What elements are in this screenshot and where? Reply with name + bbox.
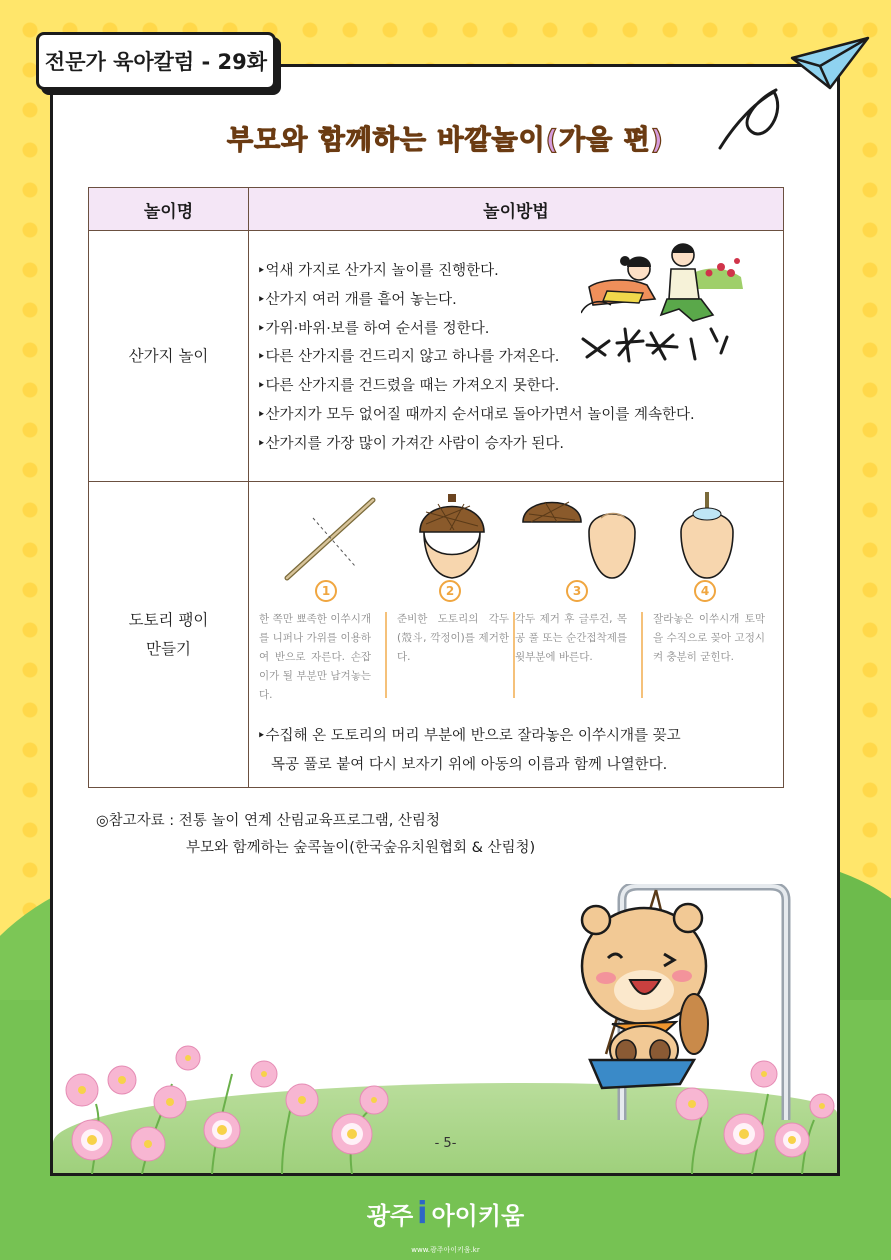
stage-number-2: 2 [439, 580, 461, 602]
header-play-name: 놀이명 [89, 188, 249, 231]
title-part-orange: 부모와 함께하는 [226, 125, 438, 156]
brand-text-name: 아이키움 [431, 1202, 525, 1230]
stage-number-3: 3 [566, 580, 588, 602]
references [96, 808, 535, 862]
page-number: - 5- [434, 1136, 457, 1151]
list-item: ‣억새 가지로 산가지 놀이를 진행한다. [257, 263, 499, 279]
list-item: ‣다른 산가지를 건드렸을 때는 가져오지 못한다. [257, 378, 560, 395]
title-part-purple: 바깥놀이(가을 편) [437, 125, 665, 156]
table-row [89, 231, 784, 482]
acorn-icon [414, 492, 490, 582]
brand-mark: i [417, 1196, 428, 1231]
header-play-method: 놀이방법 [249, 188, 784, 231]
paper-plane-icon [790, 36, 870, 92]
stage-number-1: 1 [315, 580, 337, 602]
toothpick-icon [279, 492, 389, 582]
play-name-sangaji: 산가지 놀이 [89, 231, 249, 482]
list-item: ‣산가지 여러 개를 흩어 놓는다. [257, 291, 457, 308]
acorn-name-line1: 도토리 팽이 [128, 610, 209, 629]
acorn-top-icon [669, 492, 745, 582]
table-row [89, 482, 784, 788]
list-item: ‣산가지가 모두 없어질 때까지 순서대로 돌아가면서 놀이를 계속한다. [257, 406, 695, 423]
column-tag: 전문가 육아칼럼 - 29화 [36, 32, 276, 90]
stage-text-3: 각두 제거 후 글루건, 목공 풀 또는 순간접착제를 윗부분에 바른다. [515, 613, 627, 663]
list-item: ‣다른 산가지를 건드리지 않고 하나를 가져온다. [257, 349, 560, 366]
acorn-note-line1: ‣수집해 온 도토리의 머리 부분에 반으로 잘라놓은 이쑤시개를 꽂고 [257, 728, 681, 744]
acorn-note-line2: 목공 풀로 붙여 다시 보자기 위에 아동의 이름과 함께 나열한다. [271, 756, 668, 773]
play-table [88, 187, 784, 788]
play-method-sangaji [249, 231, 784, 482]
kids-playing-illustration [581, 243, 747, 367]
stage-text-4: 잘라놓은 이쑤시개 토막을 수직으로 꽂아 고정시켜 충분히 굳힌다. [653, 613, 765, 663]
acorn-name-line2: 만들기 [146, 639, 191, 658]
acorn-cap-removed-icon [519, 492, 639, 582]
stage-text-1: 한 쪽만 뾰족한 이쑤시개를 니퍼나 가위를 이용하여 반으로 자른다. 손잡이가 될 부분만 남겨놓는다. [259, 613, 371, 701]
brand-url: www.광주아이키움.kr [411, 1246, 480, 1254]
stage-divider [385, 612, 387, 698]
play-name-acorn-top [89, 482, 249, 788]
brand-text-city: 광주 [366, 1202, 414, 1230]
reference-line1: ◎참고자료 : 전통 놀이 연계 산림교육프로그램, 산림청 [96, 813, 440, 829]
stage-number-4: 4 [694, 580, 716, 602]
list-item: ‣가위·바위·보를 하여 순서를 정한다. [257, 320, 490, 337]
brand-logo [0, 1196, 891, 1231]
cosmos-flowers-illustration [52, 1044, 842, 1174]
page-title [0, 118, 891, 157]
stage-text-2: 준비한 도토리의 각두(殼斗, 깍정이)를 제거한다. [397, 613, 509, 663]
play-method-acorn-top [249, 482, 784, 788]
list-item: ‣산가지를 가장 많이 가져간 사람이 승자가 된다. [257, 435, 564, 452]
acorn-top-note [257, 722, 681, 780]
table-header-row [89, 188, 784, 231]
reference-line2: 부모와 함께하는 숲콕놀이(한국숲유치원협회 & 산림청) [186, 840, 536, 856]
stage-divider [641, 612, 643, 698]
